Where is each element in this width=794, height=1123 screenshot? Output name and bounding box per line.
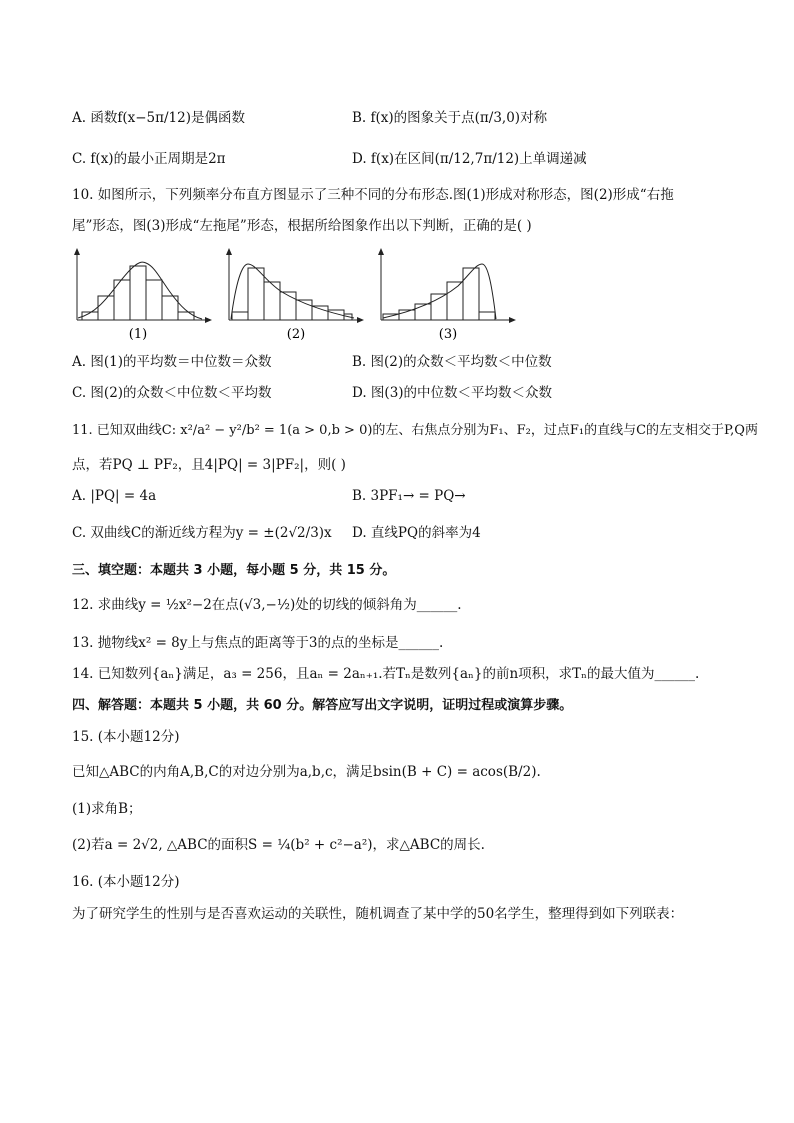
q16-header: 16. (本小题12分) — [72, 874, 180, 890]
q14: 14. 已知数列{aₙ}满足，a₃ = 256，且aₙ = 2aₙ₊₁.若Tₙ是数列{aₙ}的前n项积，求Tₙ的最大值为______. — [72, 666, 700, 682]
q9-option-a: A. 函数f(x−5π/12)是偶函数 — [72, 110, 245, 126]
q9-option-b: B. f(x)的图象关于点(π/3,0)对称 — [352, 110, 548, 126]
histogram-1-symmetric — [68, 246, 214, 342]
q11-option-b: B. 3PF₁→ = PQ→ — [352, 488, 466, 504]
q9-option-c: C. f(x)的最小正周期是2π — [72, 151, 226, 167]
q12: 12. 求曲线y = ½x²−2在点(√3,−½)处的切线的倾斜角为______. — [72, 597, 462, 613]
q16-stem: 为了研究学生的性别与是否喜欢运动的关联性，随机调查了某中学的50名学生，整理得到如下列联表： — [72, 906, 684, 922]
q11-stem-line1: 11. 已知双曲线C: x²/a² − y²/b² = 1(a > 0,b > 0)的左、右焦点分别为F₁、F₂，过点F₁的直线与C的左支相交于P,Q两 — [72, 423, 758, 438]
section-3-heading: 三、填空题：本题共 3 小题，每小题 5 分，共 15 分。 — [72, 563, 396, 578]
histogram-1-label: (1) — [128, 327, 148, 342]
q9-option-d: D. f(x)在区间(π/12,7π/12)上单调递减 — [352, 151, 587, 167]
q10-stem-line2: 尾”形态，图(3)形成“左拖尾”形态，根据所给图象作出以下判断，正确的是( ) — [72, 218, 532, 234]
q15-part2: (2)若a = 2√2, △ABC的面积S = ¼(b² + c²−a²)，求△ABC的周长. — [72, 837, 485, 853]
q10-option-a: A. 图(1)的平均数＝中位数＝众数 — [72, 354, 272, 370]
histogram-3-left-skewed — [376, 246, 522, 342]
histogram-3-label: (3) — [438, 327, 458, 342]
q15-part1: (1)求角B； — [72, 801, 142, 817]
q13: 13. 抛物线x² = 8y上与焦点的距离等于3的点的坐标是______. — [72, 635, 444, 651]
q11-option-a: A. |PQ| = 4a — [72, 488, 157, 504]
q11-stem-line2: 点，若PQ ⊥ PF₂，且4|PQ| = 3|PF₂|，则( ) — [72, 457, 346, 473]
q15-header: 15. (本小题12分) — [72, 729, 180, 745]
q10-option-b: B. 图(2)的众数＜平均数＜中位数 — [352, 354, 552, 370]
q11-option-d: D. 直线PQ的斜率为4 — [352, 525, 481, 541]
q15-stem: 已知△ABC的内角A,B,C的对边分别为a,b,c，满足bsin(B + C) = acos(B/2). — [72, 764, 541, 780]
histogram-2-right-skewed — [222, 246, 368, 342]
section-4-heading: 四、解答题：本题共 5 小题，共 60 分。解答应写出文字说明，证明过程或演算步骤。 — [72, 698, 573, 713]
q10-option-d: D. 图(3)的中位数＜平均数＜众数 — [352, 385, 553, 401]
histogram-2-label: (2) — [286, 327, 306, 342]
q10-stem-line1: 10. 如图所示，下列频率分布直方图显示了三种不同的分布形态.图(1)形成对称形态，图(2)形成“右拖 — [72, 187, 674, 203]
q11-option-c: C. 双曲线C的渐近线方程为y = ±(2√2/3)x — [72, 525, 332, 541]
q10-option-c: C. 图(2)的众数＜中位数＜平均数 — [72, 385, 272, 401]
